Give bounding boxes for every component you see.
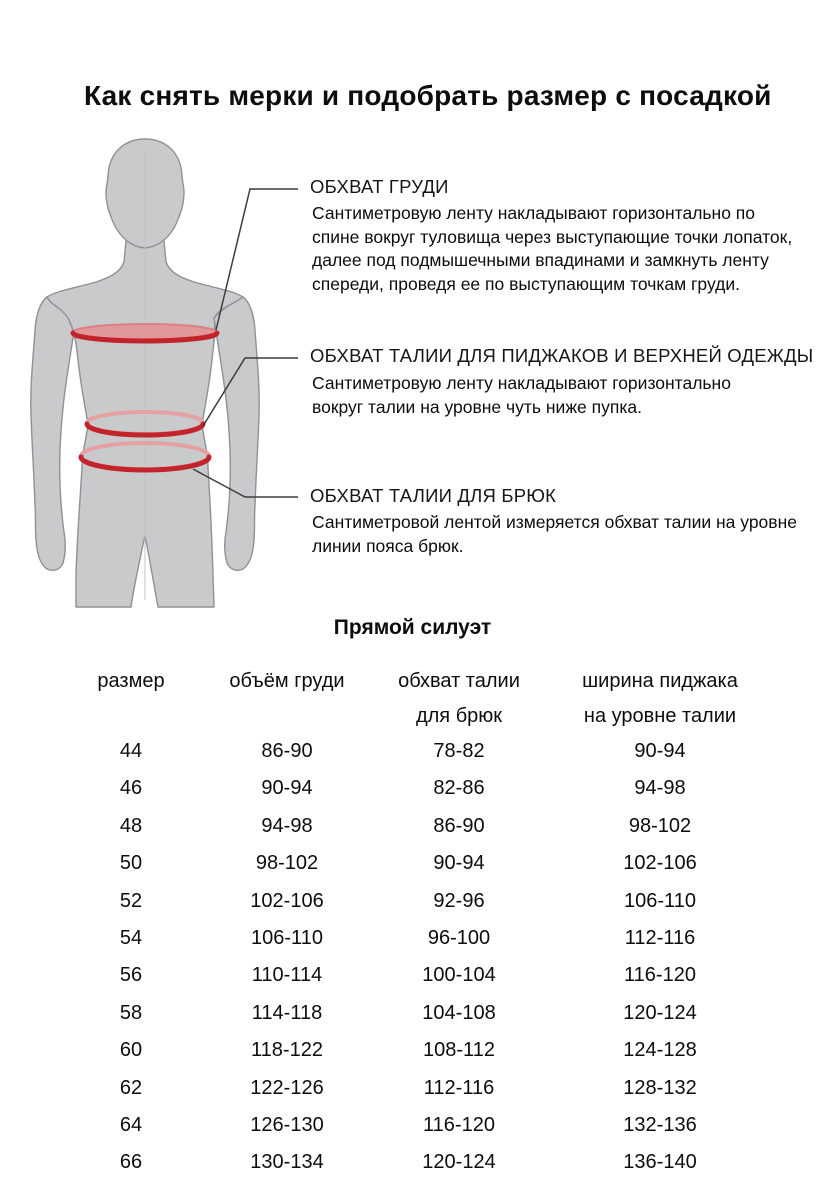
table-cell: 54 (119, 927, 143, 950)
table-cell: 112-116 (624, 927, 696, 950)
chest-measure-heading: ОБХВАТ ГРУДИ (310, 176, 449, 197)
size-table-title: Прямой силуэт (333, 616, 492, 639)
description-line: Сантиметровую ленту накладывают горизонтально (312, 373, 731, 393)
description-line: спине вокруг туловища через выступающие точки лопаток, (312, 226, 793, 247)
table-cell: 120-124 (422, 1151, 496, 1174)
size-table-body (61, 733, 775, 1182)
table-cell: 48 (119, 814, 143, 837)
table-cell: 50 (119, 852, 143, 875)
table-cell: 96-100 (427, 927, 491, 950)
table-cell: 136-140 (623, 1151, 697, 1174)
column-header-size: размер (97, 670, 165, 692)
column-header-chest: объём груди (229, 670, 345, 692)
table-cell: 124-128 (623, 1039, 697, 1062)
description-line: спереди, проведя ее по выступающим точкам груди. (312, 273, 740, 294)
table-cell: 52 (119, 889, 143, 912)
jacket-waist-heading: ОБХВАТ ТАЛИИ ДЛЯ ПИДЖАКОВ И ВЕРХНЕЙ ОДЕЖДЫ (310, 345, 814, 366)
table-cell: 128-132 (623, 1076, 697, 1099)
chest-band (73, 324, 217, 341)
table-row (61, 995, 775, 1032)
table-cell: 130-134 (250, 1151, 324, 1174)
table-cell: 66 (119, 1151, 143, 1174)
table-cell: 100-104 (422, 964, 496, 987)
table-cell: 104-108 (422, 1001, 496, 1024)
silhouette-left-arm (31, 297, 76, 570)
table-cell: 114-118 (251, 1001, 323, 1024)
table-cell: 94-98 (261, 814, 313, 837)
table-cell: 60 (119, 1039, 143, 1062)
trouser-waist-heading: ОБХВАТ ТАЛИИ ДЛЯ БРЮК (310, 485, 557, 506)
table-cell: 112-116 (423, 1076, 495, 1099)
table-row (61, 733, 775, 770)
table-cell: 82-86 (433, 777, 485, 800)
table-row (61, 957, 775, 994)
table-cell: 92-96 (433, 889, 485, 912)
table-cell: 122-126 (250, 1076, 324, 1099)
table-row (61, 770, 775, 807)
table-cell: 106-110 (251, 927, 323, 950)
trouser-waist-description (312, 511, 797, 558)
table-cell: 90-94 (433, 852, 485, 875)
table-row (61, 1070, 775, 1107)
table-row (61, 1032, 775, 1069)
description-line: Сантиметровой лентой измеряется обхват талии на уровне (312, 512, 797, 532)
table-cell: 116-120 (423, 1114, 495, 1137)
table-cell: 126-130 (250, 1114, 324, 1137)
description-line: далее под подмышечными впадинами и замкнуть ленту (312, 250, 769, 270)
page-title: Как снять мерки и подобрать размер с посадкой (84, 80, 772, 111)
table-cell: 56 (119, 964, 143, 987)
table-row (61, 1144, 775, 1181)
table-row (61, 883, 775, 920)
table-cell: 118-122 (251, 1039, 323, 1062)
table-cell: 116-120 (624, 964, 696, 987)
table-cell: 62 (119, 1076, 143, 1099)
table-row (61, 845, 775, 882)
table-cell: 102-106 (250, 889, 324, 912)
description-line: линии пояса брюк. (312, 535, 464, 556)
table-row (61, 920, 775, 957)
table-cell: 120-124 (623, 1001, 697, 1024)
chest-measure-description (312, 202, 792, 296)
table-cell: 86-90 (261, 740, 313, 762)
table-cell: 102-106 (623, 852, 697, 875)
table-cell: 108-112 (423, 1039, 495, 1062)
table-cell: 86-90 (433, 814, 485, 837)
table-cell: 64 (119, 1114, 143, 1137)
jacket-waist-description (312, 372, 731, 419)
table-cell: 46 (119, 777, 143, 800)
table-row (61, 1107, 775, 1144)
table-cell: 132-136 (623, 1114, 697, 1137)
table-cell: 98-102 (628, 814, 692, 837)
description-line: Сантиметровую ленту накладывают горизонтально по (312, 203, 756, 223)
size-table-header (61, 664, 775, 734)
silhouette-right-arm (214, 297, 259, 570)
table-cell: 94-98 (634, 777, 686, 800)
table-cell: 90-94 (261, 777, 313, 800)
description-line: вокруг талии на уровне чуть ниже пупка. (312, 396, 642, 417)
table-cell: 90-94 (634, 740, 686, 762)
column-header-trouser-waist: обхват талии для брюк (398, 670, 520, 727)
table-cell: 110-114 (251, 964, 323, 987)
table-cell: 78-82 (433, 740, 485, 762)
table-cell: 106-110 (624, 889, 696, 912)
table-cell: 44 (119, 740, 143, 762)
column-header-jacket-width: ширина пиджака на уровне талии (582, 670, 738, 727)
table-cell: 98-102 (255, 852, 319, 875)
table-row (61, 808, 775, 845)
table-cell: 58 (119, 1001, 143, 1024)
